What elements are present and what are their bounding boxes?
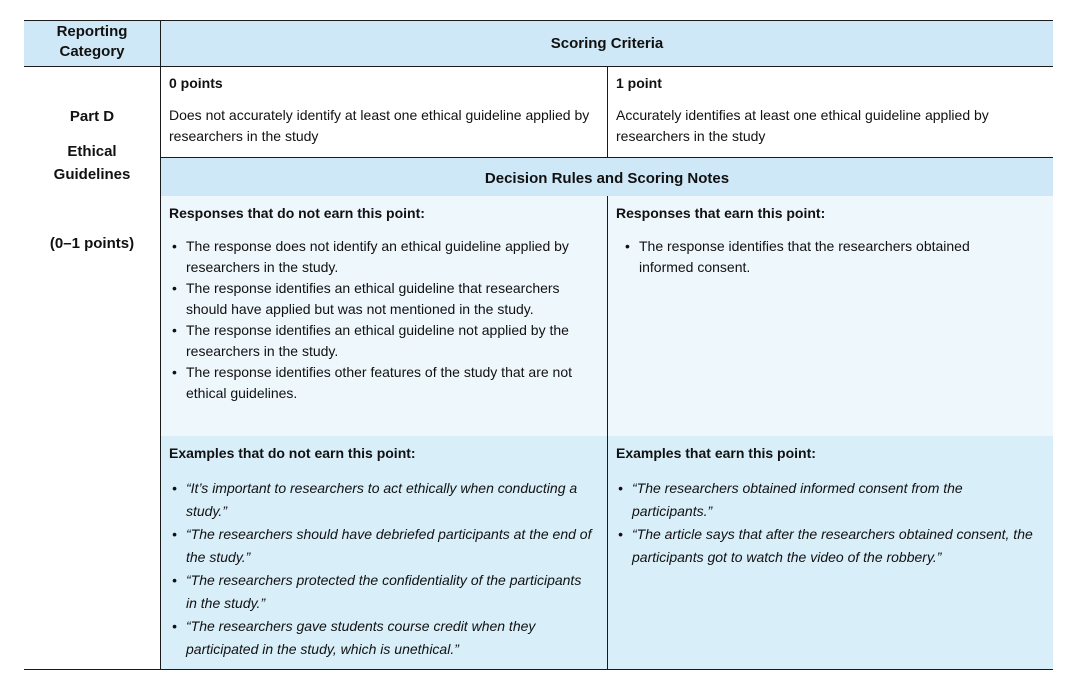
zero-points-label: 0 points: [169, 75, 223, 91]
list-item: • “The researchers should have debriefed participants at the end of the study.”: [170, 523, 595, 569]
list-item: • “The researchers protected the confidentiality of the participants in the study.”: [170, 569, 595, 615]
list-item: • “The researchers gave students course credit when they participated in the study, which is unethical.”: [170, 615, 595, 661]
list-item: • The response identifies an ethical guideline not applied by the researchers in the study.: [170, 320, 595, 362]
header-bottom-rule: [24, 66, 1053, 67]
category-name: Ethical Guidelines: [53, 143, 131, 183]
table-bottom-rule: [24, 669, 1053, 670]
category-part: Part D: [69, 108, 115, 125]
criteria-divider-top: [607, 66, 608, 158]
list-item: • “It’s important to researchers to act ethically when conducting a study.”: [170, 477, 595, 523]
responses-point-heading: Responses that earn this point:: [616, 205, 826, 221]
list-item: • The response does not identify an ethical guideline applied by researchers in the study.: [170, 236, 595, 278]
list-item: • The response identifies that the researchers obtained informed consent.: [623, 236, 1028, 278]
decision-rules-title: Decision Rules and Scoring Notes: [484, 170, 730, 187]
zero-points-description: Does not accurately identify at least one ethical guideline applied by researchers in the study: [169, 107, 590, 144]
reporting-category-header: Reporting Category: [56, 23, 128, 60]
list-item: • The response identifies other features of the study that are not ethical guidelines.: [170, 362, 595, 404]
scoring-criteria-header: Scoring Criteria: [550, 35, 664, 52]
list-item: • “The researchers obtained informed consent from the participants.”: [616, 477, 1036, 523]
examples-point-heading: Examples that earn this point:: [616, 445, 816, 461]
list-item: • “The article says that after the researchers obtained consent, the participants got to watch the video of the robbery.”: [616, 523, 1036, 569]
category-points: (0–1 points): [49, 235, 135, 252]
criteria-divider-bottom: [607, 196, 608, 670]
one-point-label: 1 point: [616, 75, 662, 91]
responses-no-point-list: [170, 236, 595, 404]
examples-no-point-list: [170, 477, 595, 661]
one-point-description: Accurately identifies at least one ethical guideline applied by researchers in the study: [616, 107, 989, 144]
responses-no-point-heading: Responses that do not earn this point:: [169, 205, 425, 221]
examples-point-list: [616, 477, 1036, 569]
table-top-rule: [24, 20, 1053, 21]
examples-no-point-heading: Examples that do not earn this point:: [169, 445, 416, 461]
responses-point-list: [623, 236, 1028, 278]
list-item: • The response identifies an ethical guideline that researchers should have applied but was not mentioned in the study.: [170, 278, 595, 320]
category-column-divider: [160, 20, 161, 670]
